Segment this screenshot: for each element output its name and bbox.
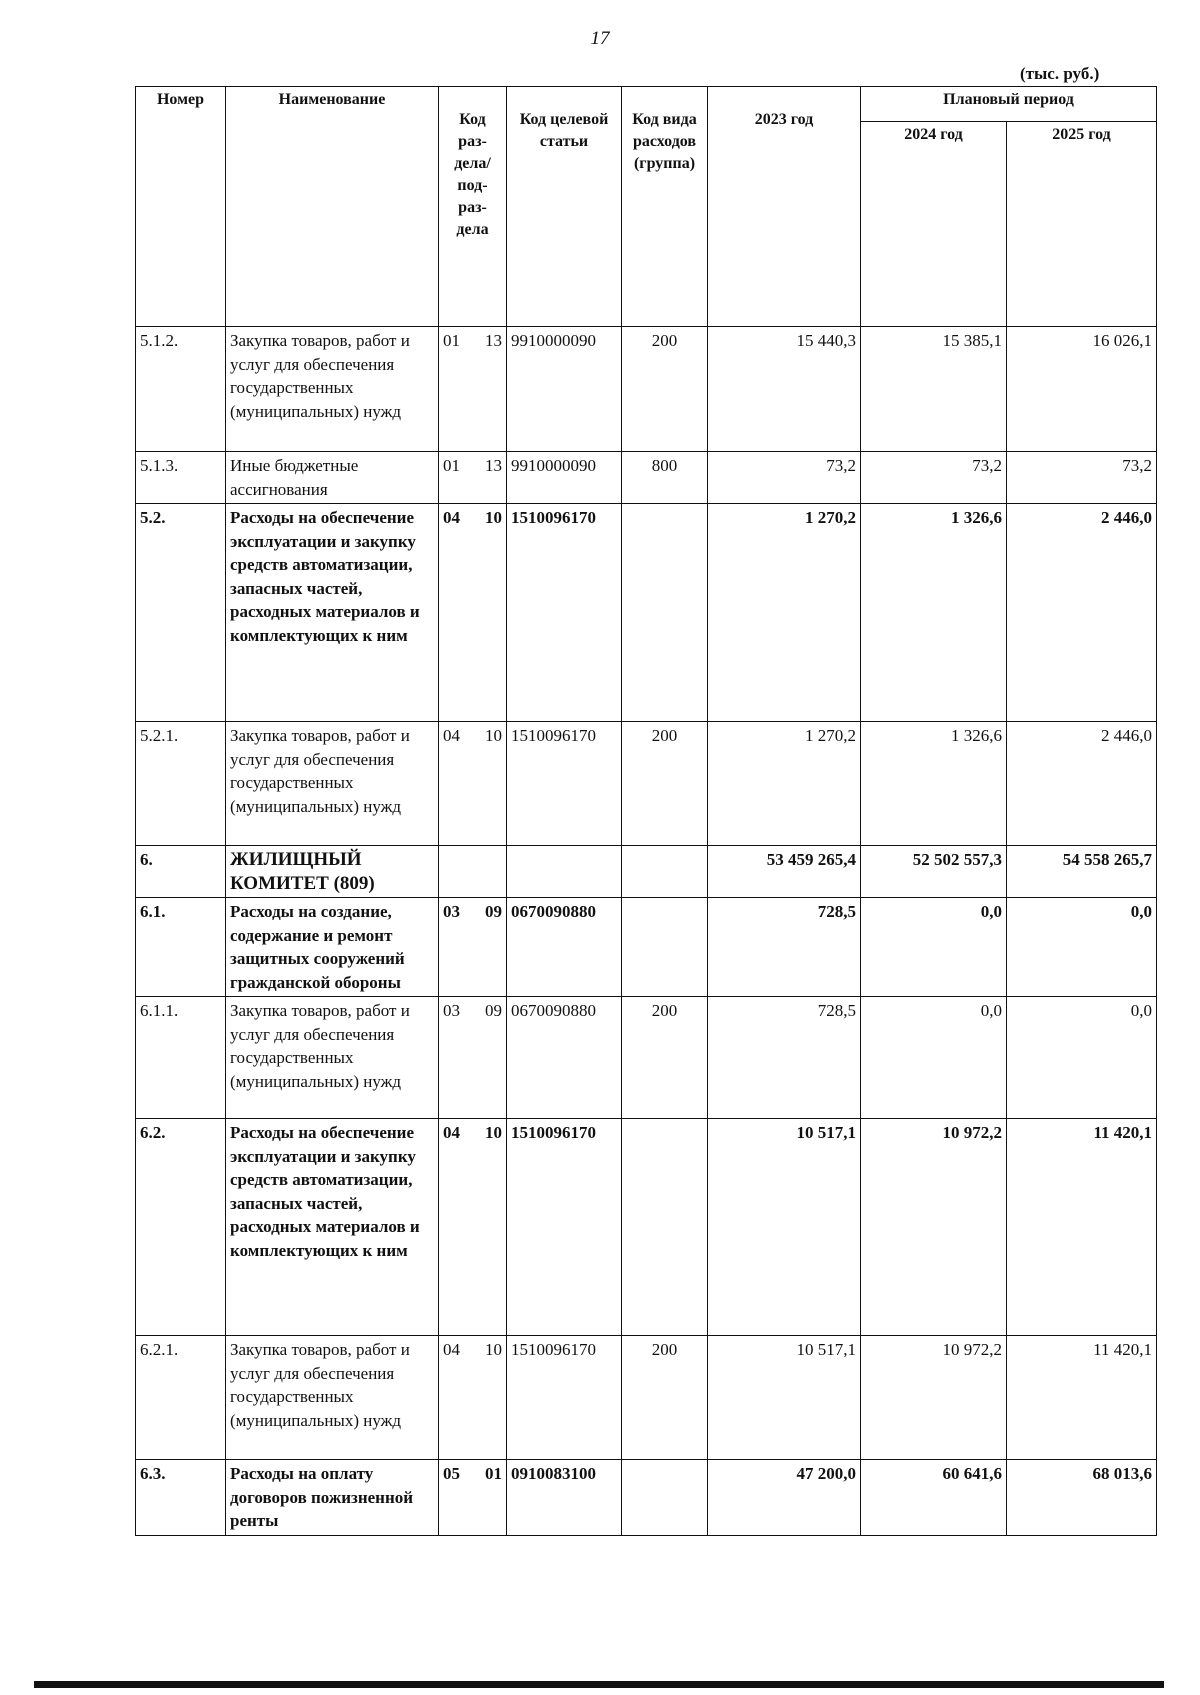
section-code: 04 <box>443 508 460 527</box>
row-target-code: 9910000090 <box>507 452 622 504</box>
row-target-code: 1510096170 <box>507 722 622 846</box>
table-row <box>136 722 1157 846</box>
section-code: 03 <box>443 902 460 921</box>
section-code: 01 <box>443 331 460 350</box>
table-row <box>136 1336 1157 1460</box>
row-target-code: 9910000090 <box>507 327 622 452</box>
row-expense-type: 800 <box>622 452 708 504</box>
header-year-2025: 2025 год <box>1007 122 1157 327</box>
row-value-2025: 11 420,1 <box>1007 1119 1157 1336</box>
row-value-2024: 10 972,2 <box>861 1119 1007 1336</box>
budget-table <box>135 86 1157 1536</box>
row-name: Расходы на обеспечение эксплуатации и закупку средств автоматизации, запасных частей, расходных материалов и комплектующих к ним <box>226 1119 439 1336</box>
row-section-code <box>439 846 507 898</box>
table-row <box>136 452 1157 504</box>
row-target-code: 0670090880 <box>507 898 622 997</box>
row-section-code <box>439 1119 507 1336</box>
row-section-code <box>439 898 507 997</box>
subsection-code: 10 <box>485 726 502 745</box>
subsection-code: 13 <box>485 456 502 475</box>
section-code: 01 <box>443 456 460 475</box>
row-name: Закупка товаров, работ и услуг для обеспечения государственных (муниципальных) нужд <box>226 1336 439 1460</box>
row-name: Закупка товаров, работ и услуг для обеспечения государственных (муниципальных) нужд <box>226 997 439 1119</box>
header-year-2024: 2024 год <box>861 122 1007 327</box>
subsection-code: 10 <box>485 508 502 527</box>
row-value-2023: 53 459 265,4 <box>708 846 861 898</box>
table-row <box>136 327 1157 452</box>
row-number: 5.2. <box>136 504 226 722</box>
section-code: 04 <box>443 726 460 745</box>
row-number: 6.2. <box>136 1119 226 1336</box>
row-name: Закупка товаров, работ и услуг для обеспечения государственных (муниципальных) нужд <box>226 722 439 846</box>
row-expense-type <box>622 846 708 898</box>
row-value-2024: 15 385,1 <box>861 327 1007 452</box>
subsection-code: 09 <box>485 1001 502 1020</box>
row-value-2023: 15 440,3 <box>708 327 861 452</box>
row-value-2024: 60 641,6 <box>861 1460 1007 1536</box>
row-name: Расходы на оплату договоров пожизненной ренты <box>226 1460 439 1536</box>
header-section-code: Код раз- дела/ под- раз- дела <box>439 87 507 327</box>
row-value-2023: 728,5 <box>708 997 861 1119</box>
row-value-2025: 11 420,1 <box>1007 1336 1157 1460</box>
row-value-2025: 0,0 <box>1007 898 1157 997</box>
row-section-code <box>439 327 507 452</box>
row-target-code: 1510096170 <box>507 1336 622 1460</box>
row-value-2023: 1 270,2 <box>708 722 861 846</box>
header-name: Наименование <box>226 87 439 327</box>
row-value-2024: 73,2 <box>861 452 1007 504</box>
row-value-2024: 0,0 <box>861 898 1007 997</box>
row-expense-type <box>622 1460 708 1536</box>
header-expense-type-code: Код вида расходов (группа) <box>622 87 708 327</box>
row-value-2024: 0,0 <box>861 997 1007 1119</box>
row-expense-type: 200 <box>622 997 708 1119</box>
row-value-2024: 1 326,6 <box>861 722 1007 846</box>
row-value-2025: 68 013,6 <box>1007 1460 1157 1536</box>
row-value-2023: 728,5 <box>708 898 861 997</box>
table-row <box>136 997 1157 1119</box>
units-label: (тыс. руб.) <box>1020 64 1100 83</box>
row-value-2023: 1 270,2 <box>708 504 861 722</box>
row-section-code <box>439 1460 507 1536</box>
row-name: Расходы на обеспечение эксплуатации и закупку средств автоматизации, запасных частей, расходных материалов и комплектующих к ним <box>226 504 439 722</box>
row-value-2025: 73,2 <box>1007 452 1157 504</box>
row-value-2024: 52 502 557,3 <box>861 846 1007 898</box>
header-target-code: Код целевой статьи <box>507 87 622 327</box>
row-section-code <box>439 504 507 722</box>
row-value-2025: 2 446,0 <box>1007 504 1157 722</box>
table-row <box>136 898 1157 997</box>
section-code: 05 <box>443 1464 460 1483</box>
row-value-2024: 1 326,6 <box>861 504 1007 722</box>
row-number: 6.2.1. <box>136 1336 226 1460</box>
row-target-code: 1510096170 <box>507 504 622 722</box>
row-value-2025: 0,0 <box>1007 997 1157 1119</box>
row-expense-type <box>622 898 708 997</box>
row-number: 5.1.3. <box>136 452 226 504</box>
row-expense-type: 200 <box>622 327 708 452</box>
section-code: 04 <box>443 1340 460 1359</box>
row-number: 6.3. <box>136 1460 226 1536</box>
subsection-code: 01 <box>485 1464 502 1483</box>
subsection-code: 09 <box>485 902 502 921</box>
table-header <box>136 87 1157 327</box>
row-name: Закупка товаров, работ и услуг для обеспечения государственных (муниципальных) нужд <box>226 327 439 452</box>
row-target-code <box>507 846 622 898</box>
header-planned-period: Плановый период <box>861 87 1157 122</box>
table-row <box>136 504 1157 722</box>
row-number: 6.1.1. <box>136 997 226 1119</box>
header-number: Номер <box>136 87 226 327</box>
row-value-2024: 10 972,2 <box>861 1336 1007 1460</box>
section-code: 03 <box>443 1001 460 1020</box>
page-number: 17 <box>590 28 610 49</box>
row-value-2023: 10 517,1 <box>708 1336 861 1460</box>
row-target-code: 1510096170 <box>507 1119 622 1336</box>
row-value-2023: 10 517,1 <box>708 1119 861 1336</box>
row-name: Иные бюджетные ассигнования <box>226 452 439 504</box>
bottom-rule <box>34 1681 1164 1688</box>
header-year-2023: 2023 год <box>708 87 861 327</box>
row-number: 6.1. <box>136 898 226 997</box>
row-section-code <box>439 1336 507 1460</box>
subsection-code: 10 <box>485 1123 502 1142</box>
row-expense-type <box>622 1119 708 1336</box>
row-target-code: 0670090880 <box>507 997 622 1119</box>
row-value-2023: 73,2 <box>708 452 861 504</box>
row-target-code: 0910083100 <box>507 1460 622 1536</box>
table-row <box>136 1119 1157 1336</box>
row-expense-type: 200 <box>622 722 708 846</box>
subsection-code: 10 <box>485 1340 502 1359</box>
row-section-code <box>439 452 507 504</box>
table-row <box>136 846 1157 898</box>
row-expense-type: 200 <box>622 1336 708 1460</box>
row-value-2025: 54 558 265,7 <box>1007 846 1157 898</box>
row-value-2025: 16 026,1 <box>1007 327 1157 452</box>
table-row <box>136 1460 1157 1536</box>
row-name: ЖИЛИЩНЫЙ КОМИТЕТ (809) <box>226 846 439 898</box>
row-section-code <box>439 722 507 846</box>
row-section-code <box>439 997 507 1119</box>
section-code: 04 <box>443 1123 460 1142</box>
subsection-code: 13 <box>485 331 502 350</box>
row-value-2023: 47 200,0 <box>708 1460 861 1536</box>
row-name: Расходы на создание, содержание и ремонт защитных сооружений гражданской обороны <box>226 898 439 997</box>
row-number: 6. <box>136 846 226 898</box>
row-number: 5.2.1. <box>136 722 226 846</box>
table-body <box>136 327 1157 1536</box>
row-number: 5.1.2. <box>136 327 226 452</box>
row-expense-type <box>622 504 708 722</box>
row-value-2025: 2 446,0 <box>1007 722 1157 846</box>
